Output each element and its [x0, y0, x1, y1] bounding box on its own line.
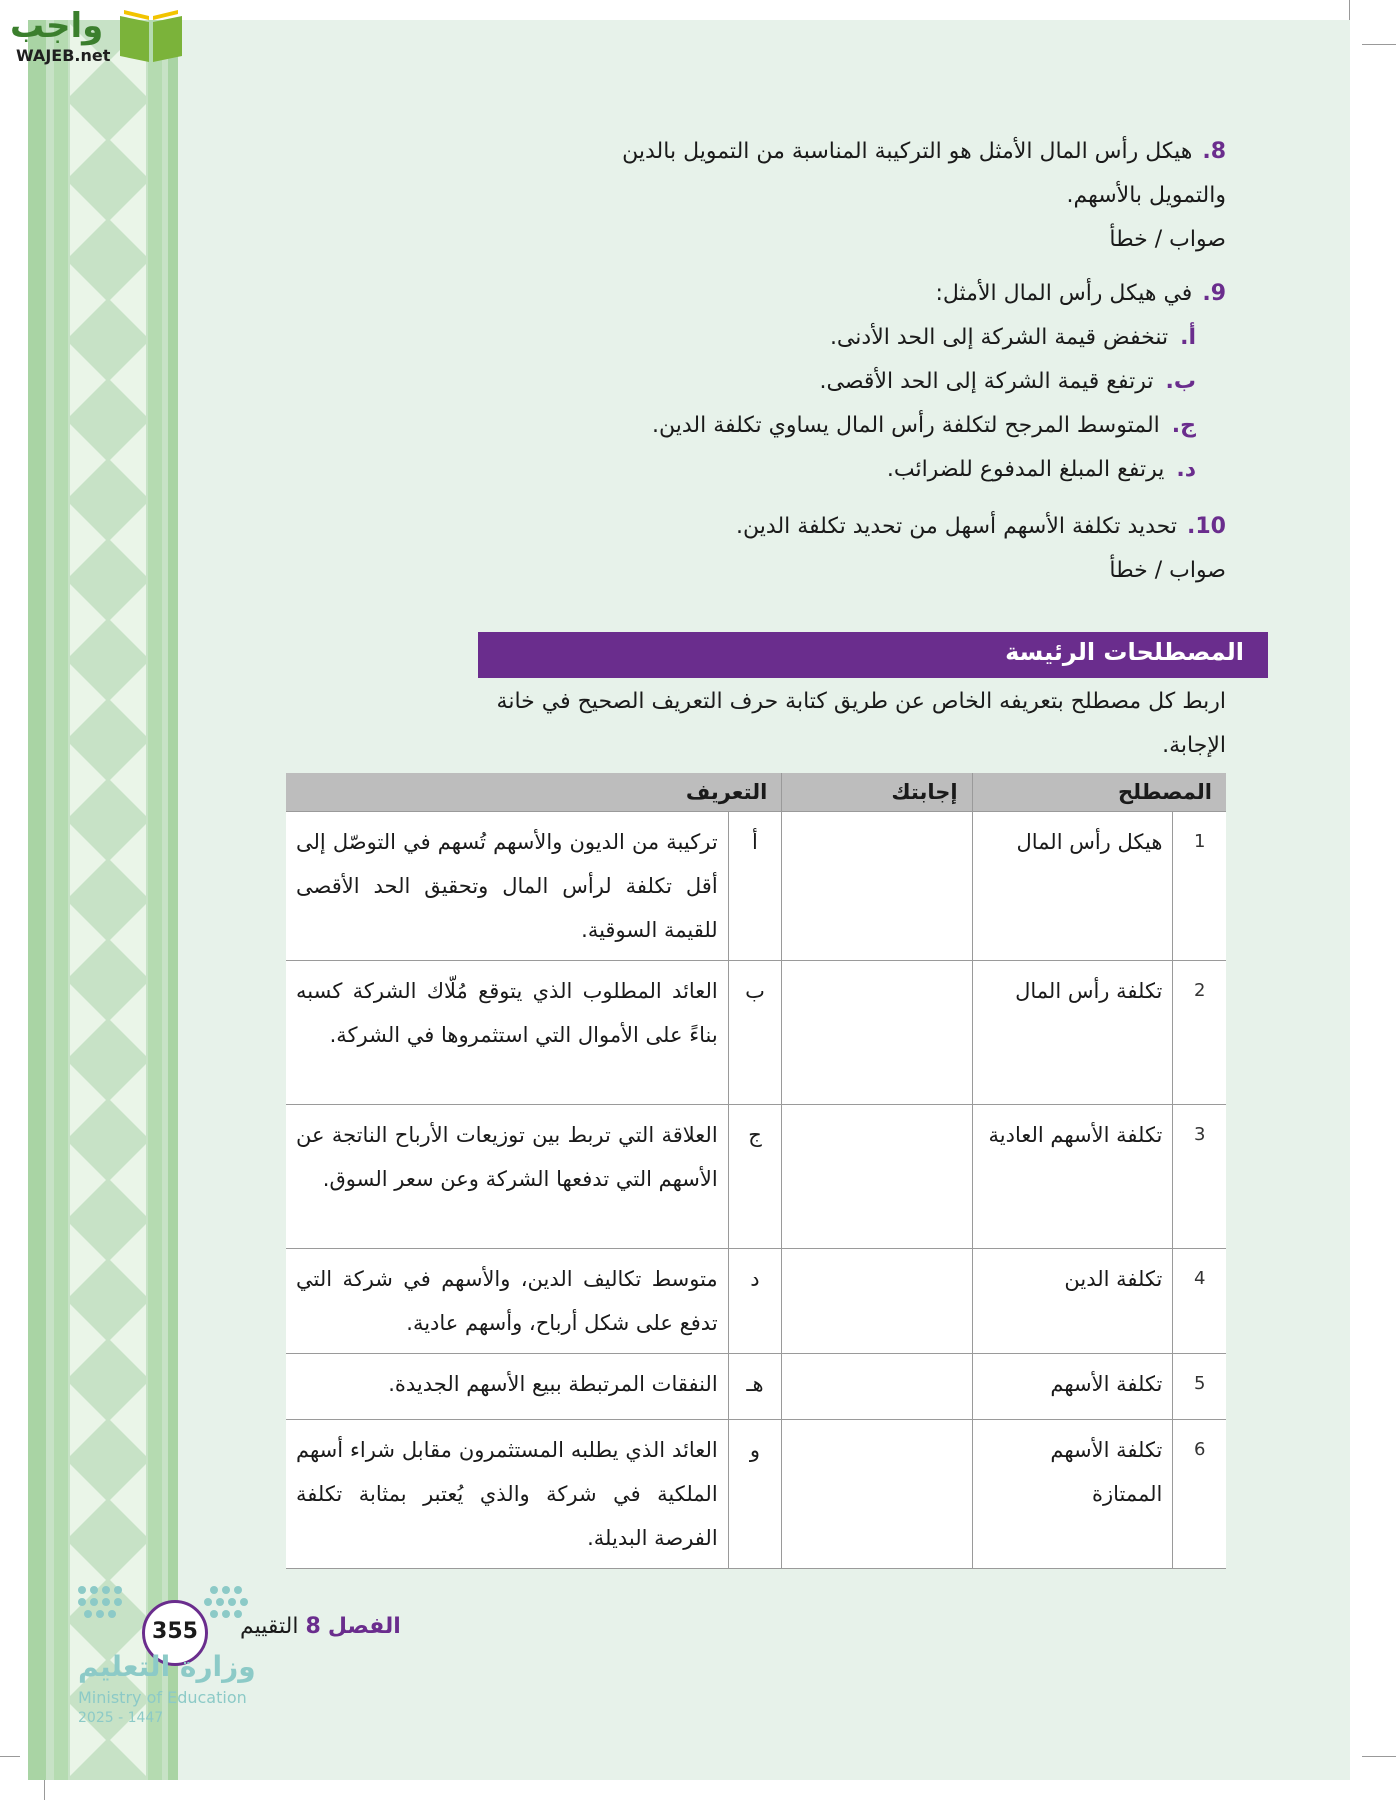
chapter-number: 8 [305, 1614, 321, 1639]
question-8 [622, 130, 1226, 262]
question-10 [736, 505, 1226, 593]
crop-mark [1349, 0, 1350, 20]
option-c[interactable] [652, 404, 1196, 448]
definition-cell: العائد الذي يطلبه المستثمرون مقابل شراء أسهم الملكية في شركة والذي يُعتبر بمثابة تكلفة الفرصة البديلة. [286, 1420, 728, 1569]
answer-cell[interactable] [782, 1354, 972, 1420]
table-row [286, 812, 1226, 961]
question-text: هيكل رأس المال الأمثل هو التركيبة المناسبة من التمويل بالدين [622, 139, 1193, 164]
option-b[interactable] [820, 360, 1196, 404]
ministry-name-en: Ministry of Education [78, 1688, 247, 1707]
header-definition: التعريف [286, 773, 782, 812]
question-number: 10. [1187, 514, 1226, 539]
definition-letter: و [728, 1420, 782, 1569]
term-cell: هيكل رأس المال [972, 812, 1173, 961]
question-text: في هيكل رأس المال الأمثل: [935, 281, 1193, 306]
true-false-answer[interactable]: صواب / خطأ [1109, 558, 1226, 583]
question-9 [935, 272, 1226, 316]
answer-cell[interactable] [782, 1420, 972, 1569]
definition-cell: العائد المطلوب الذي يتوقع مُلّاك الشركة كسبه بناءً على الأموال التي استثمروها في الشركة. [286, 961, 728, 1105]
key-terms-header [478, 632, 1268, 678]
crop-mark [1362, 1756, 1396, 1757]
answer-cell[interactable] [782, 1105, 972, 1249]
answer-cell[interactable] [782, 1249, 972, 1354]
option-letter: د. [1176, 457, 1196, 482]
matching-instruction: اربط كل مصطلح بتعريفه الخاص عن طريق كتابة حرف التعريف الصحيح في خانة الإجابة. [496, 689, 1226, 758]
table-row [286, 1354, 1226, 1420]
true-false-answer[interactable]: صواب / خطأ [1109, 227, 1226, 252]
option-a[interactable] [830, 316, 1196, 360]
row-number: 1 [1173, 812, 1226, 961]
option-text: ترتفع قيمة الشركة إلى الحد الأقصى. [819, 369, 1154, 394]
decorative-side-strip [28, 20, 178, 1780]
book-icon [116, 6, 186, 64]
crop-mark [0, 1756, 20, 1757]
question-number: 9. [1202, 281, 1226, 306]
question-text: تحديد تكلفة الأسهم أسهل من تحديد تكلفة الدين. [736, 514, 1178, 539]
ministry-year: 2025 - 1447 [78, 1710, 164, 1726]
definition-letter: ج [728, 1105, 782, 1249]
term-cell: تكلفة رأس المال [972, 961, 1173, 1105]
definition-cell: النفقات المرتبطة ببيع الأسهم الجديدة. [286, 1354, 728, 1420]
key-terms-table [286, 773, 1226, 1569]
table-header-row [286, 773, 1226, 812]
key-terms-title: المصطلحات الرئيسة [1005, 638, 1244, 666]
wajeb-logo [4, 4, 190, 66]
chapter-word: الفصل [327, 1614, 401, 1639]
chapter-section: التقييم [240, 1614, 299, 1639]
answer-cell[interactable] [782, 812, 972, 961]
table-row [286, 1249, 1226, 1354]
option-text: تنخفض قيمة الشركة إلى الحد الأدنى. [829, 325, 1169, 350]
logo-text-ar: واجب [10, 6, 104, 46]
definition-letter: د [728, 1249, 782, 1354]
term-cell: تكلفة الدين [972, 1249, 1173, 1354]
row-number: 5 [1173, 1354, 1226, 1420]
option-letter: ب. [1165, 369, 1196, 394]
row-number: 3 [1173, 1105, 1226, 1249]
header-term: المصطلح [972, 773, 1226, 812]
table-row [286, 961, 1226, 1105]
ministry-name-ar: وزارة التعليم [78, 1650, 256, 1683]
term-cell: تكلفة الأسهم الممتازة [972, 1420, 1173, 1569]
definition-cell: متوسط تكاليف الدين، والأسهم في شركة التي تدفع على شكل أرباح، وأسهم عادية. [286, 1249, 728, 1354]
definition-letter: ب [728, 961, 782, 1105]
option-letter: أ. [1180, 325, 1196, 350]
definition-letter: هـ [728, 1354, 782, 1420]
row-number: 4 [1173, 1249, 1226, 1354]
definition-letter: أ [728, 812, 782, 961]
option-d[interactable] [887, 448, 1196, 492]
logo-text-en: WAJEB.net [16, 46, 111, 65]
term-cell: تكلفة الأسهم العادية [972, 1105, 1173, 1249]
page-number: 355 [142, 1600, 208, 1666]
definition-cell: العلاقة التي تربط بين توزيعات الأرباح الناتجة عن الأسهم التي تدفعها الشركة وعن سعر السوق. [286, 1105, 728, 1249]
row-number: 6 [1173, 1420, 1226, 1569]
question-text-line2: والتمويل بالأسهم. [1066, 183, 1226, 208]
option-text: يرتفع المبلغ المدفوع للضرائب. [886, 457, 1165, 482]
crop-mark [1362, 44, 1396, 45]
diamond-pattern [28, 20, 178, 1780]
question-number: 8. [1202, 139, 1226, 164]
option-text: المتوسط المرجح لتكلفة رأس المال يساوي تكلفة الدين. [651, 413, 1160, 438]
table-row [286, 1420, 1226, 1569]
row-number: 2 [1173, 961, 1226, 1105]
option-letter: ج. [1171, 413, 1196, 438]
answer-cell[interactable] [782, 961, 972, 1105]
header-answer: إجابتك [782, 773, 972, 812]
crop-mark [44, 1780, 45, 1800]
definition-cell: تركيبة من الديون والأسهم تُسهم في التوصّل إلى أقل تكلفة لرأس المال وتحقيق الحد الأقصى للقيمة السوقية. [286, 812, 728, 961]
chapter-label [240, 1614, 401, 1639]
table-row [286, 1105, 1226, 1249]
term-cell: تكلفة الأسهم [972, 1354, 1173, 1420]
